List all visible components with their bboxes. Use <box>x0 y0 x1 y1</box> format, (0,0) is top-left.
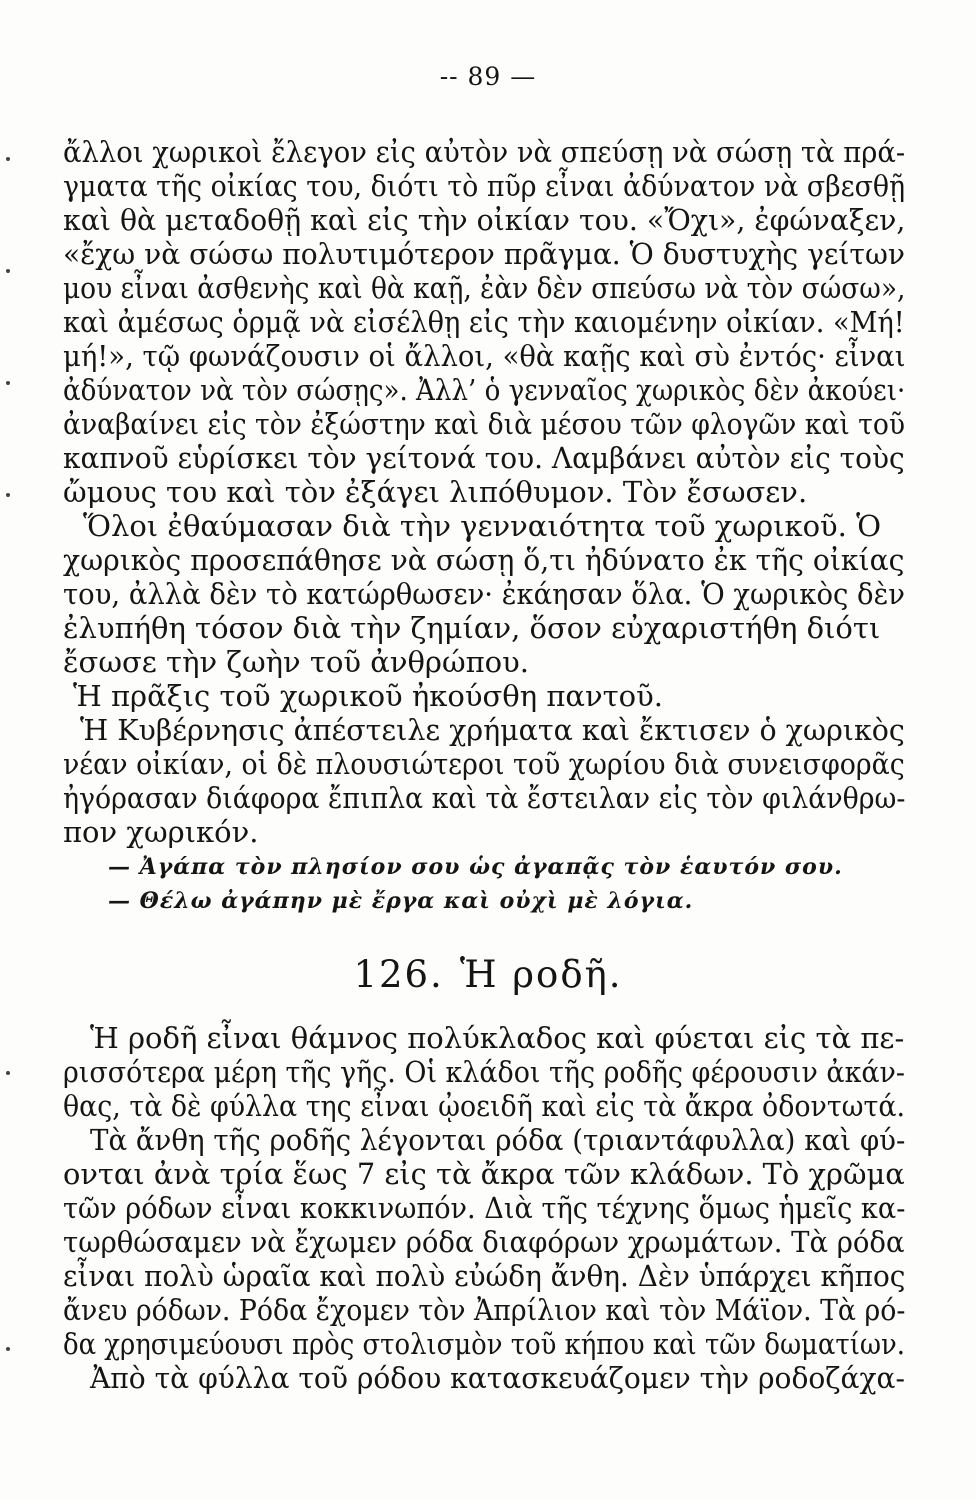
text-line: ἀναβαίνει εἰς τὸν ἐξώστην καὶ διὰ μέσου τῶν φλογῶν καὶ τοῦ <box>63 407 906 441</box>
text-line: ἀδύνατον νὰ τὸν σώσῃς». Ἀλλ’ ὁ γενναῖος χωρικὸς δὲν ἀκούει· <box>63 373 906 407</box>
text-line: ἄλλοι χωρικοὶ ἔλεγον εἰς αὐτὸν νὰ σπεύσῃ νὰ σώσῃ τὰ πρά- <box>63 135 906 169</box>
text-line: Ἡ ροδῆ εἶναι θάμνος πολύκλαδος καὶ φύεται εἰς τὰ πε- <box>90 1021 905 1055</box>
text-line: ονται ἀνὰ τρία ἕως 7 εἰς τὰ ἄκρα τῶν κλάδων. Τὸ χρῶμα <box>63 1157 905 1191</box>
margin-mark <box>6 157 10 161</box>
text-line: γματα τῆς οἰκίας του, διότι τὸ πῦρ εἶναι ἀδύνατον νὰ σβεσθῇ <box>63 169 906 203</box>
text-line: Ἡ Κυβέρνησις ἀπέστειλε χρήματα καὶ ἔκτισεν ὁ χωρικὸς <box>80 713 905 747</box>
text-line: Ὅλοι ἐθαύμασαν διὰ τὴν γενναιότητα τοῦ χωρικοῦ. Ὁ <box>83 509 882 543</box>
text-line: «ἔχω νὰ σώσω πολυτιμότερον πρᾶγμα. Ὁ δυστυχὴς γείτων <box>63 237 905 271</box>
margin-mark <box>6 381 10 385</box>
text-line: Ἀπὸ τὰ φύλλα τοῦ ρόδου κατασκευάζομεν τὴν ροδοζάχα- <box>90 1361 906 1395</box>
motto-line: — Ἀγάπα τὸν πλησίον σου ὡς ἀγαπᾷς τὸν ἑαυτόν σου. <box>108 854 843 880</box>
section-heading <box>0 953 976 996</box>
text-line: καπνοῦ εὑρίσκει τὸν γείτονά του. Λαμβάνει αὐτὸν εἰς τοὺς <box>63 441 905 475</box>
text-line: ἠγόρασαν διάφορα ἔπιπλα καὶ τὰ ἔστειλαν εἰς τὸν φιλάνθρω- <box>63 781 906 815</box>
text-line: θας, τὰ δὲ φύλλα της εἶναι ᾠοειδῆ καὶ εἰς τὰ ἄκρα ὀδοντωτά. <box>63 1089 906 1123</box>
text-line: δα χρησιμεύουσι πρὸς στολισμὸν τοῦ κήπου καὶ τῶν δωματίων. <box>63 1327 905 1361</box>
margin-mark <box>6 1071 10 1075</box>
margin-mark <box>6 269 10 273</box>
text-line: καὶ ἀμέσως ὁρμᾷ νὰ εἰσέλθῃ εἰς τὴν καιομένην οἰκίαν. «Μή! <box>63 305 905 339</box>
motto-line: — Θέλω ἀγάπην μὲ ἔργα καὶ οὐχὶ μὲ λόγια. <box>108 888 694 914</box>
page-number: -- 89 — <box>439 62 537 91</box>
text-line: ρισσότερα μέρη τῆς γῆς. Οἱ κλάδοι τῆς ροδῆς φέρουσιν ἀκάν- <box>63 1055 906 1089</box>
text-line: ἐλυπήθη τόσον διὰ τὴν ζημίαν, ὅσον εὐχαριστήθη διότι <box>63 611 881 645</box>
text-line: νέαν οἰκίαν, οἱ δὲ πλουσιώτεροι τοῦ χωρίου διὰ συνεισφορᾶς <box>63 747 905 781</box>
text-line: ἄνευ ρόδων. Ρόδα ἔχομεν τὸν Ἀπρίλιον καὶ τὸν Μάϊον. Τὰ ρό- <box>63 1293 906 1327</box>
text-line: Τὰ ἄνθη τῆς ροδῆς λέγονται ρόδα (τριαντάφυλλα) καὶ φύ- <box>90 1123 906 1157</box>
section-title: Ἡ ροδῆ. <box>459 953 623 996</box>
text-line: του, ἀλλὰ δὲν τὸ κατώρθωσεν· ἐκάησαν ὅλα. Ὁ χωρικὸς δὲν <box>63 577 905 611</box>
margin-mark <box>6 1347 10 1351</box>
text-line: μου εἶναι ἀσθενὴς καὶ θὰ καῇ, ἐὰν δὲν σπεύσω νὰ τὸν σώσω», <box>63 271 906 305</box>
text-line: χωρικὸς προσεπάθησε νὰ σώσῃ ὅ,τι ἠδύνατο ἐκ τῆς οἰκίας <box>63 543 905 577</box>
text-line: τωρθώσαμεν νὰ ἔχωμεν ρόδα διαφόρων χρωμάτων. Τὰ ρόδα <box>63 1225 905 1259</box>
section-number: 126. <box>353 953 444 996</box>
text-line: ὤμους του καὶ τὸν ἐξάγει λιπόθυμον. Τὸν ἔσωσεν. <box>63 475 808 509</box>
text-line: καὶ θὰ μεταδοθῇ καὶ εἰς τὴν οἰκίαν του. «Ὄχι», ἐφώναξεν, <box>63 203 906 237</box>
text-line: Ἡ πρᾶξις τοῦ χωρικοῦ ἠκούσθη παντοῦ. <box>73 679 663 713</box>
text-line: ἔσωσε τὴν ζωὴν τοῦ ἀνθρώπου. <box>63 645 529 679</box>
text-line: εἶναι πολὺ ὡραῖα καὶ πολὺ εὐώδη ἄνθη. Δὲν ὑπάρχει κῆπος <box>63 1259 906 1293</box>
text-line: τῶν ρόδων εἶναι κοκκινωπόν. Διὰ τῆς τέχνης ὅμως ἡμεῖς κα- <box>63 1191 906 1225</box>
text-line: πον χωρικόν. <box>63 815 259 849</box>
margin-mark <box>6 493 10 497</box>
text-line: μή!», τῷ φωνάζουσιν οἱ ἄλλοι, «θὰ καῇς καὶ σὺ ἐντός· εἶναι <box>63 339 906 373</box>
